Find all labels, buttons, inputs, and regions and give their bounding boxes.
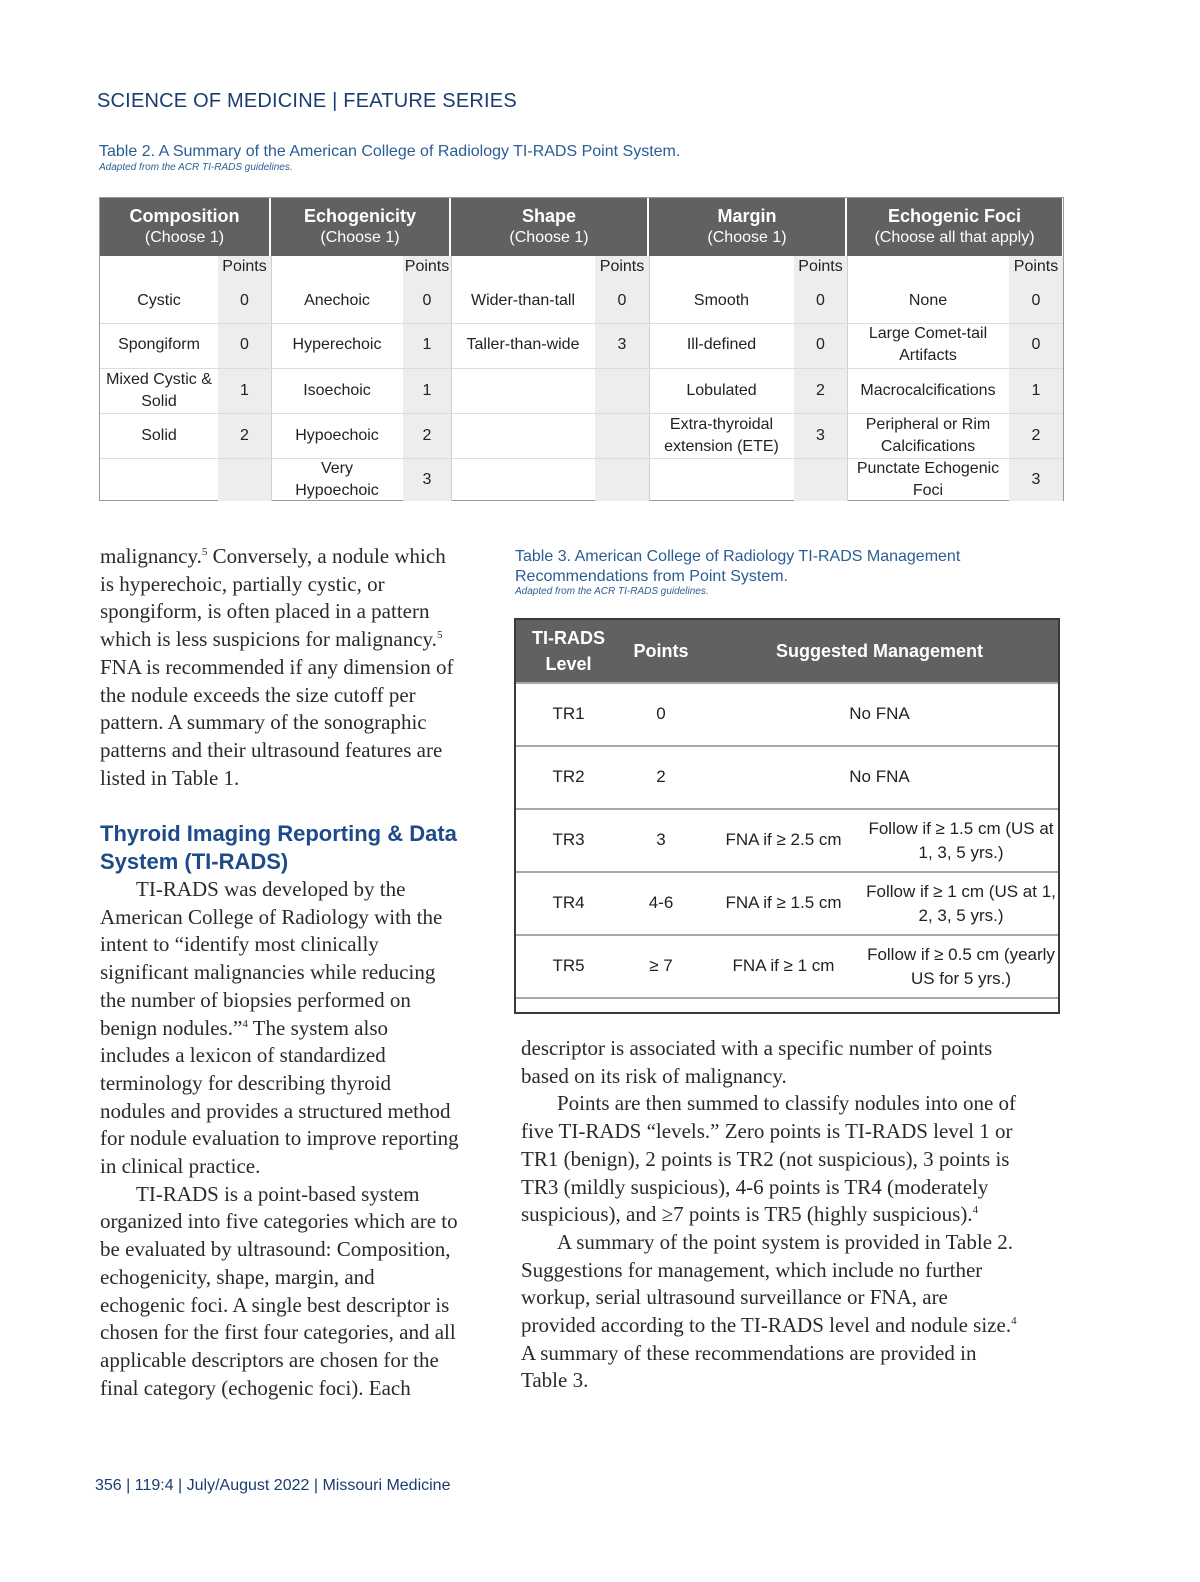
header-management: Suggested Management	[775, 641, 984, 661]
descriptor-label: Ill-defined	[686, 336, 757, 353]
column-divider	[451, 256, 452, 501]
fna-recommendation: No FNA	[849, 704, 910, 723]
descriptor-points	[794, 458, 847, 502]
descriptor-points: 2	[816, 382, 825, 399]
paragraph: TI-RADS was developed by the American College of Radiology with the intent to “identify most clinically significant malignancies while reducing the number of biopsies performed on benign nodules.”$^4$ The system also includes a lexicon of standardized terminology for describing thyroid nodules and provides a structured method for nodule evaluation to improve reporting in clinical practice.	[100, 877, 459, 1179]
header-level: TI-RADS Level	[532, 628, 605, 674]
descriptor-label: None	[908, 292, 948, 309]
table2-header-cell	[451, 198, 649, 256]
descriptor-label: Hypoechoic	[295, 427, 379, 444]
section-title: Thyroid Imaging Reporting & Data System (TI-RADS)	[100, 821, 457, 874]
paragraph: malignancy.$^5$ Conversely, a nodule which is hyperechoic, partially cystic, or spongiform, is often placed in a pattern which is less suspicions for malignancy.$^5$ FNA is recommended if any dimension of the nodule exceeds the size cutoff per pattern. A summary of the sonographic patterns and their ultrasound features are listed in Table 1.	[100, 544, 454, 790]
paragraph: descriptor is associated with a specific number of points based on its risk of malignancy.	[521, 1036, 993, 1088]
running-header: SCIENCE OF MEDICINE | FEATURE SERIES	[97, 90, 517, 112]
points-label: Points	[798, 258, 843, 275]
points-value: 4-6	[648, 893, 674, 912]
table2-title: Table 2. A Summary of the American College of Radiology TI-RADS Point System.	[99, 143, 681, 160]
table3-note: Adapted from the ACR TI-RADS guidelines.	[515, 586, 709, 597]
descriptor-points: 0	[240, 336, 249, 353]
descriptor-points: 2	[422, 427, 432, 444]
descriptor-label	[457, 369, 589, 413]
descriptor-label: Smooth	[693, 292, 750, 309]
table3-bottom-spacer	[516, 997, 1058, 1012]
follow-recommendation: Follow if ≥ 1.5 cm (US at 1, 3, 5 yrs.)	[868, 819, 1054, 862]
column1-text-b	[100, 876, 460, 1402]
tirads-level: TR2	[552, 767, 585, 786]
table3	[514, 618, 1060, 1014]
points-label: Points	[1013, 258, 1059, 275]
descriptor-label	[457, 458, 589, 502]
descriptor-label: Solid	[141, 427, 177, 444]
descriptor-points	[218, 458, 271, 502]
fna-recommendation: No FNA	[849, 767, 910, 786]
row-divider	[100, 368, 1063, 369]
descriptor-points: 0	[1031, 336, 1041, 353]
table2-header-cell	[649, 198, 847, 256]
descriptor-points: 1	[240, 382, 249, 399]
descriptor-label: Peripheral or Rim Calcifications	[865, 416, 991, 455]
descriptor-points: 3	[816, 427, 825, 444]
descriptor-points: 1	[1031, 382, 1041, 399]
row-divider	[100, 413, 1063, 414]
descriptor-label: Spongiform	[118, 336, 200, 353]
descriptor-label: Extra-thyroidal extension (ETE)	[664, 416, 779, 455]
tirads-level: TR4	[552, 893, 585, 912]
descriptor-label: Cystic	[137, 292, 181, 309]
table3-row	[516, 745, 1058, 808]
descriptor-label: Isoechoic	[303, 382, 371, 399]
descriptor-label: Punctate Echogenic Foci	[856, 460, 1000, 499]
descriptor-label	[106, 458, 212, 502]
points-value: 0	[656, 704, 666, 723]
follow-recommendation: Follow if ≥ 1 cm (US at 1, 2, 3, 5 yrs.)	[866, 882, 1056, 925]
column-divider	[649, 256, 650, 501]
table2-note: Adapted from the ACR TI-RADS guidelines.	[99, 162, 293, 173]
descriptor-points: 0	[422, 292, 432, 309]
table2	[99, 197, 1064, 501]
tirads-level: TR1	[552, 704, 585, 723]
category-instruction: (Choose 1)	[144, 229, 225, 246]
descriptor-points: 0	[240, 292, 249, 309]
fna-recommendation: FNA if ≥ 1 cm	[732, 956, 835, 975]
column1-text	[100, 543, 460, 792]
descriptor-points: 1	[422, 336, 432, 353]
descriptor-label: Lobulated	[686, 382, 757, 399]
descriptor-points: 2	[240, 427, 249, 444]
descriptor-label	[655, 458, 788, 502]
descriptor-points: 1	[422, 382, 432, 399]
points-label: Points	[404, 258, 450, 275]
category-name: Margin	[717, 206, 777, 226]
category-instruction: (Choose 1)	[707, 229, 787, 246]
points-value: 2	[656, 767, 666, 786]
category-name: Echogenic Foci	[887, 206, 1022, 226]
descriptor-points: 3	[617, 336, 627, 353]
table3-title: Table 3. American College of Radiology TI-RADS Management Recommendations from Point System.	[515, 548, 961, 585]
descriptor-points: 2	[1031, 427, 1041, 444]
paragraph: TI-RADS is a point-based system organized into five categories which are to be evaluated by ultrasound: Composition, echogenicity, shape, margin, and echogenic foci. A single best descriptor is chosen for the first four categories, and all applicable descriptors are chosen for the final category (echogenic foci). Each	[100, 1181, 458, 1400]
descriptor-points: 0	[816, 292, 825, 309]
descriptor-label: Large Comet-tail Artifacts	[868, 325, 988, 364]
descriptor-points: 0	[617, 292, 627, 309]
category-name: Echogenicity	[303, 206, 417, 226]
column-divider	[847, 256, 848, 501]
descriptor-label: Hyperechoic	[292, 336, 382, 353]
column-divider	[271, 256, 272, 501]
descriptor-label: Very Hypoechoic	[295, 460, 379, 499]
tirads-level: TR5	[552, 956, 585, 975]
table3-row	[516, 808, 1058, 871]
descriptor-points: 0	[1031, 292, 1041, 309]
page-footer: 356 | 119:4 | July/August 2022 | Missouri Medicine	[95, 1477, 451, 1494]
table3-row	[516, 871, 1058, 934]
row-divider	[100, 323, 1063, 324]
header-points: Points	[633, 641, 689, 661]
points-label: Points	[222, 258, 267, 275]
tirads-level: TR3	[552, 830, 585, 849]
table2-header-cell	[100, 198, 271, 256]
points-value: 3	[656, 830, 666, 849]
descriptor-label: Anechoic	[304, 292, 370, 309]
category-name: Shape	[521, 206, 577, 226]
column2-text	[521, 1035, 1021, 1395]
paragraph: Points are then summed to classify nodules into one of five TI-RADS “levels.” Zero points is TI-RADS level 1 or TR1 (benign), 2 points is TR2 (not suspicious), 3 points is TR3 (mildly suspicious), 4-6 points is TR4 (moderately suspicious), and ≥7 points is TR5 (highly suspicious).$^4$	[521, 1091, 1017, 1227]
fna-recommendation: FNA if ≥ 2.5 cm	[725, 830, 842, 849]
fna-recommendation: FNA if ≥ 1.5 cm	[725, 893, 842, 912]
category-instruction: (Choose 1)	[320, 229, 400, 246]
table3-header	[516, 620, 1058, 682]
table3-row	[516, 934, 1058, 997]
category-name: Composition	[129, 206, 240, 226]
follow-recommendation: Follow if ≥ 0.5 cm (yearly US for 5 yrs.)	[867, 945, 1055, 988]
descriptor-points: 0	[816, 336, 825, 353]
paragraph: A summary of the point system is provided in Table 2. Suggestions for management, which include no further workup, serial ultrasound surveillance or FNA, are provided according to the TI-RADS level and nodule size.$^4$ A summary of these recommendations are provided in Table 3.	[521, 1229, 1017, 1393]
descriptor-points	[595, 414, 649, 458]
row-divider	[100, 458, 1063, 459]
descriptor-label: Wider-than-tall	[470, 292, 576, 309]
descriptor-points: 3	[422, 471, 432, 488]
points-value: ≥ 7	[649, 956, 673, 975]
descriptor-label	[457, 414, 589, 458]
descriptor-points: 3	[1031, 471, 1041, 488]
points-label: Points	[599, 258, 645, 275]
category-instruction: (Choose all that apply)	[874, 229, 1035, 246]
table2-header-cell	[271, 198, 451, 256]
descriptor-points	[595, 458, 649, 502]
descriptor-label: Macrocalcifications	[860, 382, 996, 399]
table3-row	[516, 682, 1058, 745]
category-instruction: (Choose 1)	[509, 229, 589, 246]
descriptor-label: Taller-than-wide	[466, 336, 580, 353]
table2-header-cell	[847, 198, 1062, 256]
descriptor-points	[595, 369, 649, 413]
descriptor-label: Mixed Cystic & Solid	[106, 371, 212, 410]
